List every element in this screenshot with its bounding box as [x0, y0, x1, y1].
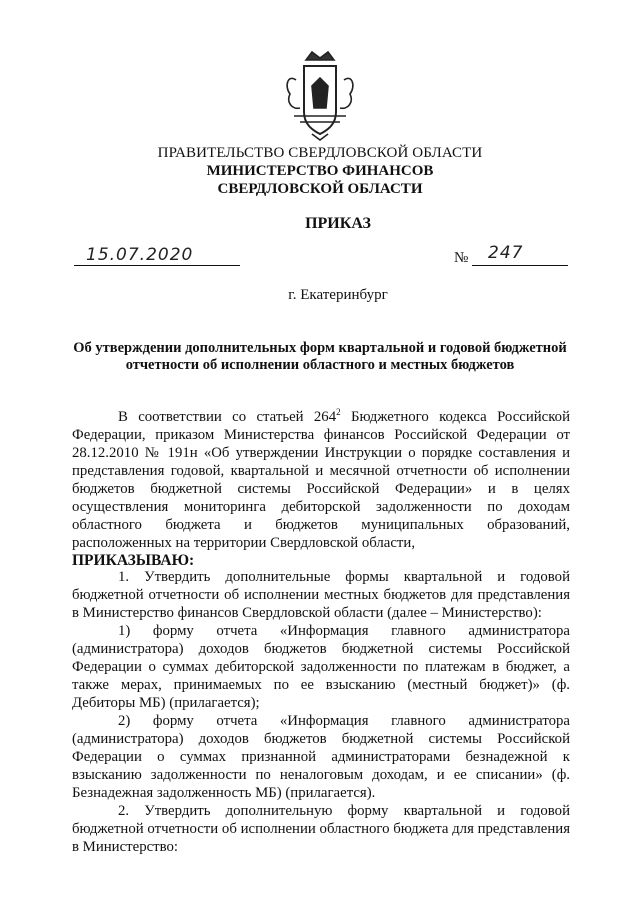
- preamble-part-1: В соответствии со статьей 264: [118, 409, 337, 425]
- city: г. Екатеринбург: [288, 287, 388, 303]
- order-items: [72, 568, 570, 856]
- number-sign: №: [454, 250, 469, 266]
- item-1-1: 1) форму отчета «Информация главного администратора (администратора) доходов бюджетов бюджетной системы Российской Федерации о суммах дебиторской задолженности по платежам в бюджет, а также мерах, принимаемых по ее взысканию (местный бюджет)» (ф. Дебиторы МБ) (прилагается);: [72, 623, 570, 711]
- document-title: [0, 340, 640, 374]
- ministry-name-line1: МИНИСТЕРСТВО ФИНАНСОВ: [206, 163, 434, 179]
- preamble-part-2: Бюджетного кодекса Российской Федерации, приказом Министерства финансов Российской Федерации от 28.12.2010 № 191н «Об утверждении Инструкции о порядке составления и представления годовой, квартальной и месячной отчетности об исполнении бюджетов бюджетной системы Российской Федерации» и в целях осуществления мониторинга дебиторской задолженности по доходам областного бюджета и бюджетов муниципальных образований, расположенных на территории Свердловской области,: [72, 409, 570, 551]
- item-1-2: 2) форму отчета «Информация главного администратора (администратора) доходов бюджетов бюджетной системы Российской Федерации о суммах признанной администраторами безнадежной к взысканию задолженности по неналоговым доходам, и ее списании» (ф. Безнадежная задолженность МБ) (прилагается).: [72, 713, 570, 801]
- item-2: 2. Утвердить дополнительную форму квартальной и годовой бюджетной отчетности об исполнении областного бюджета для представления в Министерство:: [72, 803, 570, 855]
- title-line-1: Об утверждении дополнительных форм квартальной и годовой бюджетной: [73, 340, 567, 356]
- article-superscript: 2: [336, 407, 341, 418]
- coat-of-arms-emblem: [282, 50, 358, 142]
- order-number: 247: [488, 243, 524, 263]
- title-line-2: отчетности об исполнении областного и местных бюджетов: [125, 357, 515, 373]
- order-word: ПРИКАЗЫВАЮ:: [72, 552, 195, 569]
- number-underline: [472, 265, 568, 266]
- government-name: ПРАВИТЕЛЬСТВО СВЕРДЛОВСКОЙ ОБЛАСТИ: [157, 145, 483, 161]
- preamble: [72, 408, 570, 552]
- document-type: ПРИКАЗ: [305, 215, 371, 232]
- order-date: 15.07.2020: [86, 245, 194, 265]
- date-underline: [74, 265, 240, 266]
- item-1: 1. Утвердить дополнительные формы квартальной и годовой бюджетной отчетности об исполнении местных бюджетов для представления в Министерство финансов Свердловской области (далее – Министерство):: [72, 569, 570, 621]
- ministry-name-line2: СВЕРДЛОВСКОЙ ОБЛАСТИ: [217, 181, 423, 197]
